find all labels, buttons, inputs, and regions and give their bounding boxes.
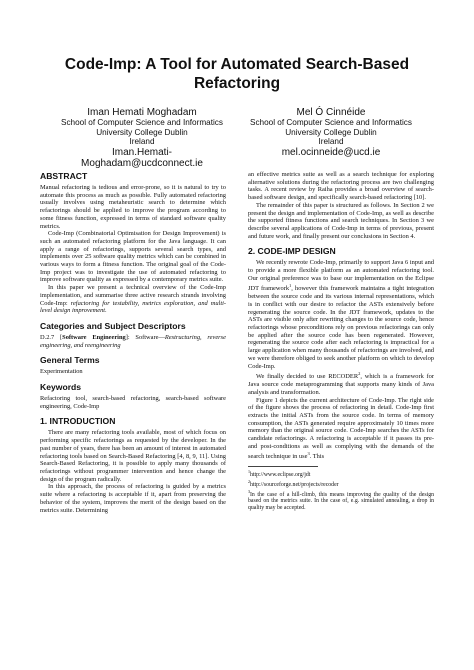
introduction-heading: 1. INTRODUCTION xyxy=(40,416,116,427)
design-paragraph: We recently rewrote Code-Imp, primarily to support Java 6 input and to provide a more flexible platform as an automated refactoring tool. Our original preference was to base our implementation on the Eclipse JDT framework$^1$, however this framework maintains a tight integration between the source code and its various internal representations, which is in conflict with our desire to refactor the ASTs extensively before regenerating the source code. In the JDT framework, updates to the ASTs are visible only after rewriting changes to the source code, hence refactorings whose preconditions rely on previous refactorings can only be applied after the source code has been regenerated. However, regenerating the source code after each refactoring is impractical for a large application when many thousands of refactorings are involved, and we were therefore obliged to seek another platform on which to develop Code-Imp. xyxy=(248,259,435,370)
author-university: University College Dublin xyxy=(96,127,188,137)
paper-title: Code-Imp: A Tool for Automated Search-Based Refactoring xyxy=(64,56,410,92)
footnote-mark: 1 xyxy=(289,283,292,289)
author-name: Iman Hemati Moghadam xyxy=(87,107,197,118)
abstract-paragraph: Code-Imp (Combinatorial Optimisation for Design Improvement) is such an automated refactoring platform for the Java language. It can apply a range of refactorings, supports several search types, and implements over 25 software quality metrics which can be combined in various ways to form a fitness function. The original goal of the Code-Imp project was to investigate the use of automated refactoring to improve software quality as expressed by a contemporary metrics suite. xyxy=(40,230,226,284)
keywords-heading: Keywords xyxy=(40,382,82,393)
categories-paragraph: D.2.7 [Software Engineering]: Software—Restructuring, reverse engineering, and reengineering xyxy=(40,333,226,349)
introduction-paragraph: an effective metrics suite as well as a search technique for exploring alternative solutions during the refactoring process are two challenging tasks. A recent review by Raiha provides a broad overview of search-based software design, and specifically search-based refactoring [10]. xyxy=(248,171,434,202)
introduction-paragraph: There are many refactoring tools available, most of which focus on performing specific refactorings as requested by the developer. In the past number of years, there has been an amount of interest in automated refactoring tools based on Search-Based Refactoring [4, 8, 9, 11]. Using Search-Based Refactoring, it is possible to apply many thousands of refactorings without programmer intervention and hence change the design of the program radically. xyxy=(40,429,226,483)
footnote: $^3$In the case of a hill-climb, this means improving the quality of the design based on the metrics suite. In the case of, e.g. simulated annealing, a drop in quality may be accepted. xyxy=(248,488,434,512)
abstract-paragraph: In this paper we present a technical overview of the Code-Imp implementation, and summarise three active research strands involving Code-Imp: refactoring for testability, metrics exploration, and multi-level design improvement. xyxy=(40,284,226,315)
abstract-heading: ABSTRACT xyxy=(40,171,88,181)
author-email[interactable]: mel.ocinneide@ucd.ie xyxy=(281,146,381,158)
design-paragraph: Figure 1 depicts the current architecture of Code-Imp. The right side of the figure shows the process of refactoring in detail. Code-Imp first extracts the initial ASTs from the source code. In terms of memory consumption, the ASTs generated require approximately 10 times more memory than the original source code. Code-Imp searches the ASTs for candidate refactorings. A refactoring is acceptable if it passes its pre- and post-conditions as well as complying with the demands of the search technique in use$^3$. This xyxy=(248,396,434,461)
introduction-paragraph: The remainder of this paper is structured as follows. In Section 2 we present the design and implementation of Code-Imp, as well as describe the supported fitness functions and search techniques. In Section 3 we describe several applications of Code-Imp in terms of previous, present and future work, and finally present our conclusions in Section 4. xyxy=(248,201,434,240)
footnote-mark: 3 xyxy=(307,451,310,457)
author-name: Mel Ó Cinnéide xyxy=(296,107,366,118)
author-country: Ireland xyxy=(318,137,344,147)
author-country: Ireland xyxy=(129,137,155,147)
author-block-2 xyxy=(236,107,426,158)
general-terms-heading: General Terms xyxy=(40,355,100,366)
author-block-1 xyxy=(47,107,237,169)
introduction-paragraph: In this approach, the process of refactoring is guided by a metrics suite where a refactoring is acceptable if it, apart from preserving the behavior of the system, improves the merit of the design based on the metrics suite. Determining xyxy=(40,483,226,514)
general-terms-paragraph: Experimentation xyxy=(40,368,83,376)
author-email[interactable]: Iman.Hemati- xyxy=(111,146,172,158)
right-column xyxy=(248,171,434,512)
footnote[interactable]: $^2$http://sourceforge.net/projects/recoder xyxy=(248,479,339,488)
design-heading: 2. CODE-IMP DESIGN xyxy=(248,246,336,257)
author-email-continued[interactable]: Moghadam@ucdconnect.ie xyxy=(81,157,203,169)
author-affiliation: School of Computer Science and Informatics xyxy=(249,118,412,127)
footnote[interactable]: $^1$http://www.eclipse.org/jdt xyxy=(248,469,311,479)
author-affiliation: School of Computer Science and Informatics xyxy=(60,118,223,127)
design-paragraph: We finally decided to use RECODER$^2$, which is a framework for Java source code metaprogramming that supports many kinds of Java analysis and transformation. xyxy=(248,371,434,396)
keywords-paragraph: Refactoring tool, search-based refactoring, search-based software engineering, Code-Imp xyxy=(40,395,226,410)
abstract-paragraph: Manual refactoring is tedious and error-prone, so it is natural to try to automate this process as much as possible. Fully automated refactoring usually involves using metaheuristic search to determine which refactorings should be applied to improve the program according to some fitness function, expressed in terms of standard software quality metrics. xyxy=(40,184,226,230)
categories-heading: Categories and Subject Descriptors xyxy=(40,320,186,331)
author-university: University College Dublin xyxy=(285,127,377,137)
footnote-mark: 2 xyxy=(358,371,361,377)
left-column xyxy=(40,171,226,514)
